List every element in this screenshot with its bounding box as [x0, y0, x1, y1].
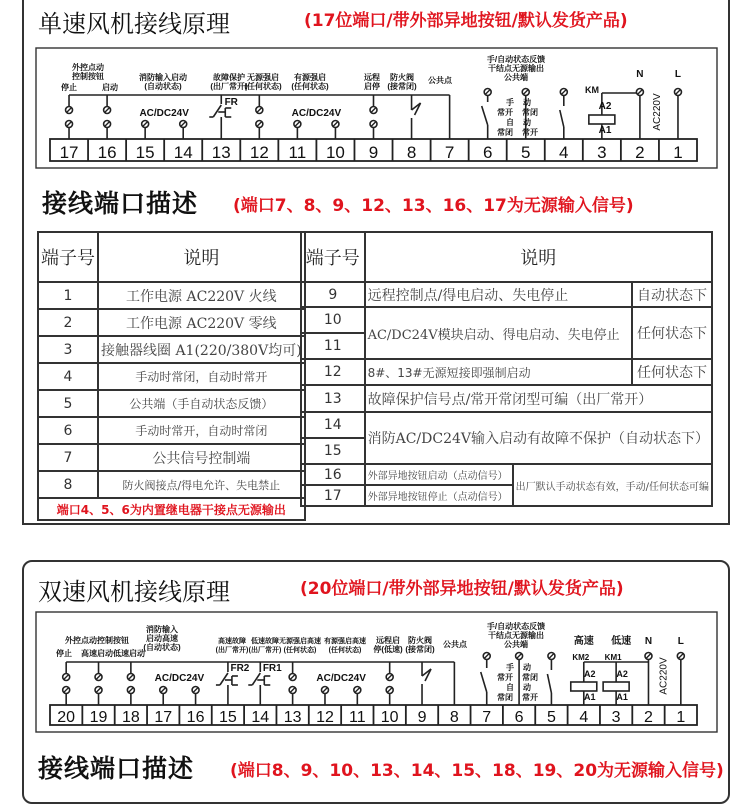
- diagram-label: L: [677, 636, 684, 647]
- screw-terminal-icon: [516, 653, 523, 660]
- diagram-label: 消防输入启动: [139, 73, 187, 82]
- screw-terminal-icon: [645, 653, 652, 660]
- diagram-label: 外控点动控制按钮: [65, 636, 129, 645]
- terminal-number: 12: [249, 143, 269, 162]
- screw-terminal-icon: [560, 89, 567, 96]
- row-desc: AC/DC24V模块启动、得电启动、失电停止: [365, 307, 632, 359]
- row-num: 14: [301, 412, 365, 438]
- diagram-label: 防火阀: [390, 73, 414, 82]
- diagram-label: 常开: [497, 673, 513, 682]
- row-num: 5: [38, 390, 98, 417]
- screw-terminal-icon: [289, 674, 296, 681]
- diagram-label: 高速故障: [218, 638, 246, 645]
- screw-terminal-icon: [127, 687, 134, 694]
- diagram-label: A1: [598, 125, 612, 136]
- row-desc: 工作电源 AC220V 零线: [98, 309, 305, 336]
- diagram-label: 低速: [611, 636, 632, 647]
- wire: [547, 674, 551, 693]
- terminal-number: 4: [579, 709, 589, 726]
- diagram-label: 动: [523, 118, 531, 127]
- terminal-number: 14: [173, 143, 193, 162]
- terminal-number: 8: [406, 143, 417, 162]
- screw-terminal-icon: [256, 121, 263, 128]
- diagram-label: 停止: [61, 83, 77, 92]
- screw-terminal-icon: [63, 687, 70, 694]
- diagram-label: 消防输入: [146, 625, 178, 634]
- row-num: 13: [301, 385, 365, 412]
- dual-desc-title: 接线端口描述: [38, 754, 195, 783]
- screw-terminal-icon: [354, 687, 361, 694]
- diagram-label: 自: [506, 118, 514, 127]
- header-num: 端子号: [38, 232, 98, 282]
- row-desc: 公共端（手自动状态反馈）: [98, 390, 305, 417]
- screw-terminal-icon: [95, 687, 102, 694]
- diagram-label: 故障保护: [213, 73, 245, 82]
- terminal-number: 15: [219, 709, 237, 726]
- diagram-label: 常闭: [497, 128, 513, 137]
- screw-terminal-icon: [370, 121, 377, 128]
- diagram-label: 公共端: [504, 73, 528, 82]
- terminal-number: 16: [186, 709, 205, 726]
- diagram-label: (接常闭): [405, 645, 435, 654]
- single-desc-title: 接线端口描述: [42, 189, 199, 218]
- row-num: 8: [38, 471, 98, 498]
- diagram-label: (出厂常开): [215, 647, 249, 654]
- row-num: 16: [301, 464, 365, 485]
- terminal-number: 17: [59, 143, 79, 162]
- wire: [560, 110, 564, 127]
- screw-terminal-icon: [256, 107, 263, 114]
- screw-terminal-icon: [95, 674, 102, 681]
- diagram-label: 公共点: [428, 76, 452, 85]
- screw-terminal-icon: [674, 89, 681, 96]
- row-desc: 公共信号控制端: [98, 444, 305, 471]
- diagram-label: 公共点: [443, 640, 467, 649]
- diagram-label: 远程启: [376, 636, 400, 645]
- diagram-label: (任何状态): [291, 82, 329, 91]
- diagram-label: AC220V: [658, 657, 670, 695]
- screw-terminal-icon: [66, 107, 73, 114]
- row-num: 1: [38, 282, 98, 309]
- diagram-label: FR1: [262, 663, 282, 674]
- diagram-label: 常闭: [522, 108, 538, 117]
- row-desc: 手动时常闭，自动时常开: [98, 363, 305, 390]
- diagram-label: (自动状态): [144, 82, 182, 91]
- terminal-number: 9: [368, 143, 379, 162]
- diagram-label: 动: [523, 98, 531, 107]
- coil-icon: [603, 682, 629, 691]
- terminal-number: 7: [482, 709, 492, 726]
- dual-speed-subtitle: (20位端口/带外部异地按钮/默认发货产品): [300, 579, 624, 599]
- left-note: 端口4、5、6为内置继电器干接点无源输出: [38, 498, 305, 520]
- terminal-number: 20: [57, 709, 76, 726]
- diagram-label: A2: [584, 669, 596, 679]
- row-num: 2: [38, 309, 98, 336]
- diagram-label: 高速启动: [81, 649, 113, 658]
- diagram-label: 动: [523, 663, 531, 672]
- screw-terminal-icon: [321, 687, 328, 694]
- screw-terminal-icon: [636, 89, 643, 96]
- row-num: 9: [301, 282, 365, 307]
- screw-terminal-icon: [484, 89, 491, 96]
- diagram-label: 公共端: [504, 640, 528, 649]
- diagram-label: AC/DC24V: [291, 108, 342, 119]
- header-num2: 端子号: [301, 232, 365, 282]
- diagram-label: A1: [584, 692, 596, 702]
- diagram-label: AC/DC24V: [154, 673, 205, 684]
- screw-terminal-icon: [289, 687, 296, 694]
- diagram-label: (出厂常开): [248, 647, 282, 654]
- screw-terminal-icon: [294, 121, 301, 128]
- diagram-label: 手: [506, 663, 514, 672]
- row-num: 17: [301, 485, 365, 506]
- diagram-label: 启动高速: [146, 634, 178, 643]
- diagram-label: (自动状态): [143, 643, 181, 652]
- row-state: 任何状态下: [632, 307, 712, 359]
- diagram-label: 常闭: [497, 693, 513, 702]
- diagram-label: 常开: [497, 108, 513, 117]
- terminal-number: 13: [283, 709, 302, 726]
- dual-desc-subtitle: (端口8、9、10、13、14、15、18、19、20为无源输入信号): [230, 761, 724, 781]
- diagram-label: 手/自动状态反馈: [486, 622, 546, 631]
- terminal-number: 6: [482, 143, 493, 162]
- row-state: 自动状态下: [632, 282, 712, 307]
- diagram-label: 停止: [56, 649, 72, 658]
- diagram-label: 自: [506, 683, 514, 692]
- diagram-label: N: [636, 69, 644, 80]
- row-num: 15: [301, 438, 365, 464]
- diagram-label: 常闭: [522, 673, 538, 682]
- screw-terminal-icon: [677, 653, 684, 660]
- terminal-number: 7: [444, 143, 455, 162]
- diagram-label: A1: [616, 692, 628, 702]
- wire: [220, 673, 228, 685]
- row-desc: 故障保护信号点/常开常闭型可编（出厂常开）: [365, 385, 712, 412]
- single-desc-subtitle: (端口7、8、9、12、13、16、17为无源输入信号): [233, 196, 634, 216]
- row-note: 出厂默认手动状态有效，手动/任何状态可编: [513, 464, 712, 506]
- diagram-label: AC/DC24V: [316, 673, 366, 684]
- screw-terminal-icon: [192, 687, 199, 694]
- row-num: 3: [38, 336, 98, 363]
- diagram-label: 停(低速): [373, 645, 403, 654]
- coil-icon: [571, 682, 597, 691]
- terminal-number: 5: [546, 709, 556, 726]
- diagram-label: (任何状态): [328, 647, 362, 654]
- terminal-number: 3: [611, 709, 621, 726]
- terminal-number: 10: [380, 709, 399, 726]
- row-desc: 工作电源 AC220V 火线: [98, 282, 305, 309]
- wire: [482, 106, 488, 125]
- terminal-number: 17: [154, 709, 173, 726]
- screw-terminal-icon: [370, 107, 377, 114]
- screw-terminal-icon: [127, 674, 134, 681]
- diagram-label: FR2: [230, 663, 250, 674]
- diagram-label: 手/自动状态反馈: [486, 55, 546, 64]
- diagram-label: 常开: [522, 693, 538, 702]
- row-num: 11: [301, 333, 365, 359]
- row-desc: 手动时常开，自动时常闭: [98, 417, 305, 444]
- row-num: 10: [301, 307, 365, 333]
- diagram-label: (任何状态): [283, 647, 317, 654]
- single-speed-title: 单速风机接线原理: [38, 10, 230, 38]
- header-desc: 说明: [98, 232, 305, 282]
- screw-terminal-icon: [104, 107, 111, 114]
- diagram-label: 外控点动: [72, 63, 104, 72]
- screw-terminal-icon: [548, 653, 555, 660]
- screw-terminal-icon: [386, 674, 393, 681]
- terminal-number: 10: [325, 143, 345, 162]
- terminal-number: 16: [97, 143, 117, 162]
- terminal-number: 15: [135, 143, 155, 162]
- diagram-label: (任何状态): [244, 82, 282, 91]
- diagram-label: 干结点无源输出: [488, 631, 544, 640]
- terminal-number: 1: [676, 709, 686, 726]
- dual-speed-title: 双速风机接线原理: [38, 578, 230, 606]
- terminal-number: 4: [559, 143, 569, 162]
- terminal-number: 9: [417, 709, 427, 726]
- row-desc: 外部异地按钮启动（点动信号）: [365, 464, 513, 485]
- diagram-label: 手: [506, 98, 514, 107]
- diagram-label: 高速: [573, 636, 594, 647]
- row-num: 7: [38, 444, 98, 471]
- row-desc: 8#、13#无源短接即强制启动: [365, 359, 632, 385]
- diagram-label: FR: [224, 97, 238, 108]
- terminal-number: 19: [89, 709, 108, 726]
- diagram-label: 低速启动: [113, 649, 145, 658]
- screw-terminal-icon: [160, 687, 167, 694]
- diagram-label: A2: [616, 669, 628, 679]
- diagram-label: KM: [585, 85, 599, 95]
- row-desc: 消防AC/DC24V输入启动有故障不保护（自动状态下）: [365, 412, 712, 464]
- diagram-label: 无源强启: [247, 73, 279, 82]
- diagram-label: 启动: [102, 83, 118, 92]
- terminal-number: 18: [121, 709, 140, 726]
- diagram-label: 动: [523, 683, 531, 692]
- diagram-label: AC/DC24V: [139, 108, 189, 119]
- wire: [481, 672, 487, 692]
- diagram-label: KM1: [604, 653, 622, 662]
- row-desc: 远程控制点/得电启动、失电停止: [365, 282, 632, 307]
- diagram-label: (接常闭): [387, 82, 417, 91]
- terminal-number: 6: [514, 709, 524, 726]
- screw-terminal-icon: [142, 121, 149, 128]
- terminal-number: 2: [635, 143, 645, 162]
- row-desc: 接触器线圈 A1(220/380V均可): [98, 336, 305, 363]
- diagram-label: 控制按钮: [72, 72, 104, 81]
- coil-icon: [589, 115, 615, 124]
- diagram-label: 远程: [364, 73, 380, 82]
- terminal-number: 13: [211, 143, 231, 162]
- row-desc: 防火阀接点/得电允许、失电禁止: [98, 471, 305, 498]
- row-state: 任何状态下: [632, 359, 712, 385]
- screw-terminal-icon: [180, 121, 187, 128]
- single-speed-subtitle: (17位端口/带外部异地按钮/默认发货产品): [304, 11, 628, 31]
- terminal-number: 11: [349, 709, 366, 726]
- diagram-label: 干结点无源输出: [488, 64, 544, 73]
- screw-terminal-icon: [63, 674, 70, 681]
- diagram-label: 启停: [364, 82, 380, 91]
- terminal-number: 5: [521, 143, 531, 162]
- diagram-label: 防火阀: [408, 636, 432, 645]
- screw-terminal-icon: [483, 653, 490, 660]
- screw-terminal-icon: [66, 121, 73, 128]
- wire: [252, 673, 260, 685]
- diagram-label: 无源强启高速: [279, 638, 321, 645]
- screw-terminal-icon: [104, 121, 111, 128]
- row-num: 4: [38, 363, 98, 390]
- row-num: 6: [38, 417, 98, 444]
- terminal-number: 1: [673, 143, 683, 162]
- header-desc2: 说明: [365, 232, 712, 282]
- row-num: 12: [301, 359, 365, 385]
- wire: [213, 105, 221, 117]
- row-desc: 外部异地按钮停止（点动信号）: [365, 485, 513, 506]
- diagram-label: (出厂常开): [210, 82, 248, 91]
- diagram-label: 有源强启: [294, 73, 326, 82]
- diagram-label: KM2: [572, 653, 590, 662]
- screw-terminal-icon: [386, 687, 393, 694]
- screw-terminal-icon: [332, 121, 339, 128]
- terminal-number: 3: [597, 143, 607, 162]
- diagram-label: 常开: [522, 128, 538, 137]
- terminal-number: 11: [288, 143, 307, 162]
- screw-terminal-icon: [522, 89, 529, 96]
- terminal-number: 12: [316, 709, 334, 726]
- terminal-number: 14: [251, 709, 270, 726]
- terminal-number: 8: [449, 709, 459, 726]
- terminal-number: 2: [644, 709, 653, 726]
- diagram-label: L: [674, 69, 682, 80]
- diagram-label: 低速故障: [251, 638, 279, 645]
- diagram-label: N: [644, 636, 653, 647]
- diagram-label: A2: [598, 101, 612, 112]
- diagram-label: AC220V: [651, 93, 663, 131]
- diagram-label: 有源强启高速: [324, 638, 366, 645]
